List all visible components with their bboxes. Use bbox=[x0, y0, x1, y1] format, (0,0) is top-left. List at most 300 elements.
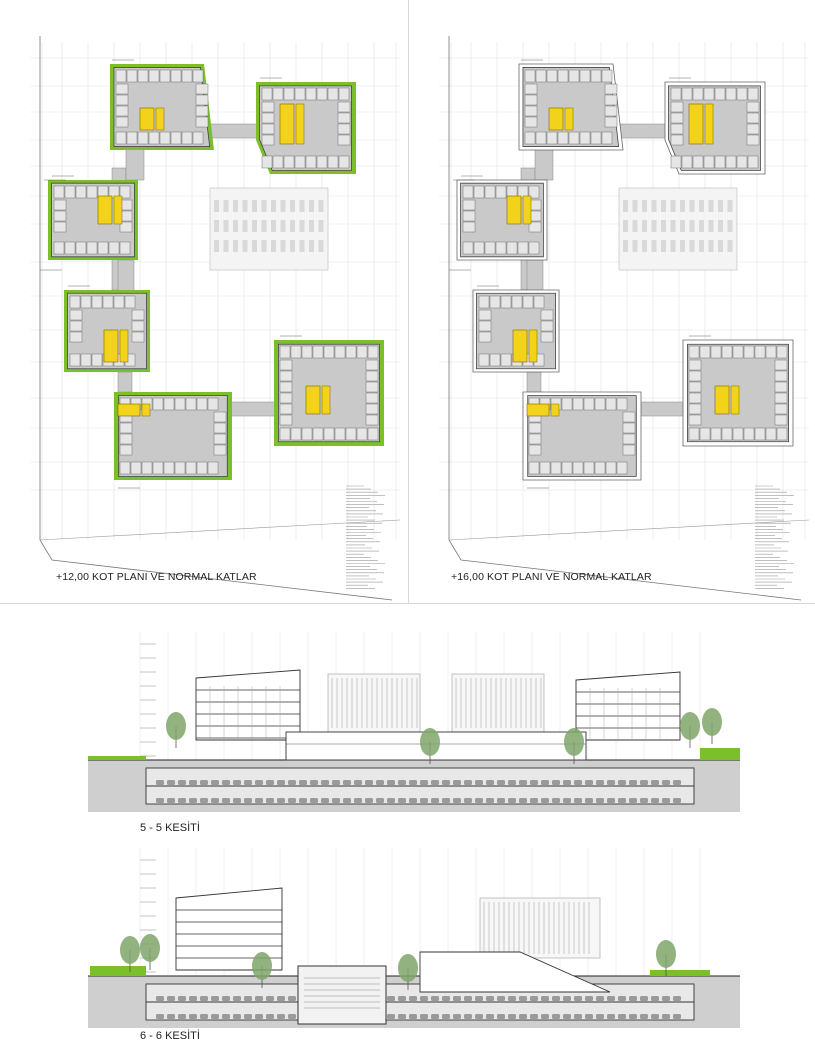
room bbox=[317, 156, 327, 168]
room bbox=[529, 423, 541, 433]
room bbox=[479, 321, 491, 331]
courtyard-pattern bbox=[619, 188, 737, 270]
parking-car bbox=[640, 1014, 648, 1019]
parking-car bbox=[475, 996, 483, 1001]
courtyard-cell bbox=[680, 240, 685, 252]
parking-car bbox=[519, 798, 527, 803]
room bbox=[547, 132, 557, 144]
parking-car bbox=[409, 1014, 417, 1019]
room bbox=[54, 211, 66, 221]
courtyard-cell bbox=[233, 240, 238, 252]
parking-car bbox=[431, 1014, 439, 1019]
room bbox=[479, 296, 489, 308]
corridor bbox=[527, 372, 541, 392]
parking-car bbox=[508, 1014, 516, 1019]
parking-car bbox=[508, 780, 516, 785]
courtyard-cell bbox=[671, 240, 676, 252]
parking-car bbox=[640, 780, 648, 785]
room bbox=[529, 462, 539, 474]
room bbox=[463, 242, 473, 254]
parking-car bbox=[552, 798, 560, 803]
courtyard-pattern bbox=[210, 188, 328, 270]
parking-car bbox=[442, 780, 450, 785]
parking-car bbox=[519, 996, 527, 1001]
room bbox=[562, 462, 572, 474]
room bbox=[747, 113, 759, 123]
room bbox=[346, 428, 356, 440]
room bbox=[328, 88, 338, 100]
courtyard-cell bbox=[243, 240, 248, 252]
courtyard-cell bbox=[718, 240, 723, 252]
parking-car bbox=[398, 1014, 406, 1019]
room bbox=[182, 70, 192, 82]
room bbox=[606, 398, 616, 410]
room bbox=[584, 462, 594, 474]
room bbox=[777, 346, 787, 358]
parking-car bbox=[486, 996, 494, 1001]
parking-car bbox=[464, 1014, 472, 1019]
parking-car bbox=[343, 798, 351, 803]
building-block bbox=[683, 340, 793, 446]
courtyard-cell bbox=[690, 220, 695, 232]
stair-core bbox=[140, 108, 154, 130]
room bbox=[280, 346, 290, 358]
room bbox=[584, 398, 594, 410]
room bbox=[54, 242, 64, 254]
room bbox=[273, 156, 283, 168]
parking-car bbox=[288, 996, 296, 1001]
parking-car bbox=[167, 798, 175, 803]
parking-car bbox=[519, 780, 527, 785]
room bbox=[671, 124, 683, 134]
parking-car bbox=[585, 996, 593, 1001]
courtyard-cell bbox=[728, 220, 733, 232]
room bbox=[132, 310, 144, 320]
room bbox=[605, 117, 617, 127]
stair-core bbox=[689, 104, 703, 144]
room bbox=[138, 132, 148, 144]
stair-core bbox=[98, 196, 112, 224]
room bbox=[573, 462, 583, 474]
room bbox=[496, 186, 506, 198]
parking-car bbox=[409, 996, 417, 1001]
parking-car bbox=[475, 1014, 483, 1019]
parking-car bbox=[552, 780, 560, 785]
parking-car bbox=[211, 996, 219, 1001]
room bbox=[338, 135, 350, 145]
room bbox=[120, 462, 130, 474]
courtyard-cell bbox=[233, 200, 238, 212]
room bbox=[715, 156, 725, 168]
parking-car bbox=[530, 780, 538, 785]
parking-car bbox=[508, 798, 516, 803]
parking-car bbox=[244, 1014, 252, 1019]
room bbox=[193, 70, 203, 82]
room bbox=[214, 412, 226, 422]
parking-car bbox=[189, 780, 197, 785]
parking-car bbox=[651, 798, 659, 803]
room bbox=[284, 156, 294, 168]
corridor bbox=[118, 372, 132, 392]
courtyard-cell bbox=[309, 200, 314, 212]
room bbox=[120, 445, 132, 455]
elevator-core bbox=[551, 404, 559, 416]
courtyard-cell bbox=[699, 220, 704, 232]
parking-car bbox=[409, 798, 417, 803]
parking-car bbox=[211, 780, 219, 785]
parking-car bbox=[156, 780, 164, 785]
room bbox=[536, 70, 546, 82]
room bbox=[262, 113, 274, 123]
room bbox=[76, 242, 86, 254]
room bbox=[153, 462, 163, 474]
room bbox=[142, 462, 152, 474]
parking-car bbox=[563, 996, 571, 1001]
screened-tower bbox=[480, 898, 600, 958]
room bbox=[463, 200, 475, 210]
landscape-strip bbox=[700, 748, 740, 760]
room bbox=[328, 156, 338, 168]
room bbox=[726, 88, 736, 100]
courtyard-cell bbox=[252, 240, 257, 252]
parking-car bbox=[420, 996, 428, 1001]
room bbox=[171, 132, 181, 144]
parking-car bbox=[420, 780, 428, 785]
room bbox=[138, 70, 148, 82]
stair-core bbox=[306, 386, 320, 414]
courtyard-cell bbox=[243, 200, 248, 212]
room bbox=[280, 371, 292, 381]
room bbox=[164, 462, 174, 474]
room bbox=[605, 106, 617, 116]
parking-car bbox=[530, 1014, 538, 1019]
floor-plan-16-drawing bbox=[409, 0, 815, 603]
room bbox=[755, 346, 765, 358]
room bbox=[366, 404, 378, 414]
sections-sheet bbox=[0, 604, 815, 1050]
parking-car bbox=[486, 1014, 494, 1019]
room bbox=[175, 462, 185, 474]
room bbox=[541, 332, 553, 342]
parking-car bbox=[607, 780, 615, 785]
room bbox=[700, 346, 710, 358]
room bbox=[693, 88, 703, 100]
courtyard-cell bbox=[718, 200, 723, 212]
courtyard-cell bbox=[300, 240, 305, 252]
room bbox=[357, 428, 367, 440]
room bbox=[273, 88, 283, 100]
corridor bbox=[118, 260, 134, 292]
room bbox=[580, 70, 590, 82]
room bbox=[689, 415, 701, 425]
parking-car bbox=[596, 798, 604, 803]
courtyard-cell bbox=[309, 220, 314, 232]
room bbox=[748, 156, 758, 168]
parking-car bbox=[541, 780, 549, 785]
room bbox=[339, 88, 349, 100]
parking-car bbox=[541, 1014, 549, 1019]
room bbox=[70, 296, 80, 308]
room bbox=[485, 186, 495, 198]
room bbox=[525, 70, 535, 82]
parking-car bbox=[497, 780, 505, 785]
room bbox=[87, 186, 97, 198]
tree-canopy bbox=[702, 708, 722, 736]
parking-car bbox=[332, 780, 340, 785]
room bbox=[558, 70, 568, 82]
parking-car bbox=[552, 996, 560, 1001]
stair-core bbox=[513, 330, 527, 362]
parking-car bbox=[629, 780, 637, 785]
room bbox=[302, 346, 312, 358]
courtyard-cell bbox=[699, 240, 704, 252]
parking-car bbox=[431, 780, 439, 785]
parking-car bbox=[563, 780, 571, 785]
parking-car bbox=[178, 996, 186, 1001]
courtyard-cell bbox=[319, 220, 324, 232]
parking-car bbox=[376, 798, 384, 803]
parking-car bbox=[233, 996, 241, 1001]
room bbox=[116, 84, 128, 94]
room bbox=[132, 321, 144, 331]
room bbox=[617, 398, 627, 410]
parking-car bbox=[189, 798, 197, 803]
courtyard-cell bbox=[290, 220, 295, 232]
room bbox=[196, 84, 208, 94]
room bbox=[602, 70, 612, 82]
floor-plan-12-title: +12,00 KOT PLANI VE NORMAL KATLAR bbox=[56, 571, 257, 583]
room bbox=[98, 242, 108, 254]
parking-car bbox=[376, 780, 384, 785]
room bbox=[689, 382, 701, 392]
parking-car bbox=[156, 1014, 164, 1019]
parking-car bbox=[167, 996, 175, 1001]
courtyard-cell bbox=[290, 240, 295, 252]
room bbox=[733, 346, 743, 358]
courtyard-cell bbox=[262, 240, 267, 252]
room bbox=[160, 132, 170, 144]
parking-car bbox=[266, 996, 274, 1001]
parking-car bbox=[222, 780, 230, 785]
room bbox=[262, 88, 272, 100]
parking-car bbox=[189, 1014, 197, 1019]
room bbox=[70, 332, 82, 342]
parking-car bbox=[464, 798, 472, 803]
room bbox=[671, 102, 683, 112]
room bbox=[306, 88, 316, 100]
room bbox=[116, 70, 126, 82]
building-block bbox=[48, 180, 138, 260]
landscape-strip bbox=[650, 970, 710, 976]
parking-car bbox=[574, 780, 582, 785]
building-block bbox=[64, 290, 150, 372]
room bbox=[116, 132, 126, 144]
room bbox=[76, 186, 86, 198]
courtyard-cell bbox=[728, 200, 733, 212]
elevator-core bbox=[731, 386, 739, 414]
room bbox=[722, 428, 732, 440]
building-block bbox=[519, 64, 623, 150]
room bbox=[605, 84, 617, 94]
parking-car bbox=[387, 798, 395, 803]
tree-canopy bbox=[420, 728, 440, 756]
parking-car bbox=[563, 798, 571, 803]
room bbox=[127, 132, 137, 144]
parking-car bbox=[530, 996, 538, 1001]
parking-car bbox=[387, 1014, 395, 1019]
room bbox=[507, 242, 517, 254]
room bbox=[512, 296, 522, 308]
parking-car bbox=[387, 996, 395, 1001]
parking-car bbox=[497, 798, 505, 803]
tree-canopy bbox=[120, 936, 140, 964]
room bbox=[208, 462, 218, 474]
room bbox=[214, 434, 226, 444]
room bbox=[682, 88, 692, 100]
room bbox=[536, 132, 546, 144]
room bbox=[689, 360, 701, 370]
parking-car bbox=[277, 1014, 285, 1019]
parking-car bbox=[365, 780, 373, 785]
floor-plan-16 bbox=[409, 0, 815, 604]
room bbox=[186, 398, 196, 410]
parking-car bbox=[343, 780, 351, 785]
room bbox=[463, 222, 475, 232]
courtyard-cell bbox=[281, 240, 286, 252]
parking-car bbox=[255, 1014, 263, 1019]
parking-car bbox=[596, 780, 604, 785]
stair-core bbox=[118, 404, 140, 416]
parking-car bbox=[255, 798, 263, 803]
room bbox=[744, 346, 754, 358]
courtyard-cell bbox=[623, 220, 628, 232]
courtyard-cell bbox=[661, 240, 666, 252]
room bbox=[689, 404, 701, 414]
courtyard-cell bbox=[262, 200, 267, 212]
courtyard-cell bbox=[633, 200, 638, 212]
courtyard-cell bbox=[281, 200, 286, 212]
parking-car bbox=[618, 996, 626, 1001]
room bbox=[295, 156, 305, 168]
room bbox=[291, 428, 301, 440]
stair-core bbox=[715, 386, 729, 414]
room bbox=[262, 135, 274, 145]
parking-car bbox=[673, 798, 681, 803]
room bbox=[737, 88, 747, 100]
room bbox=[711, 428, 721, 440]
plan-legend bbox=[755, 486, 794, 588]
courtyard-cell bbox=[642, 200, 647, 212]
room bbox=[127, 70, 137, 82]
building-block bbox=[473, 290, 559, 372]
elevator-core bbox=[296, 104, 304, 144]
room bbox=[775, 360, 787, 370]
parking-car bbox=[673, 1014, 681, 1019]
room bbox=[580, 132, 590, 144]
courtyard-cell bbox=[623, 200, 628, 212]
parking-car bbox=[211, 798, 219, 803]
parking-car bbox=[651, 996, 659, 1001]
room bbox=[120, 434, 132, 444]
stair-core bbox=[549, 108, 563, 130]
landscape-strip bbox=[90, 966, 146, 976]
parking-car bbox=[266, 1014, 274, 1019]
courtyard-cell bbox=[661, 220, 666, 232]
room bbox=[182, 132, 192, 144]
room bbox=[131, 462, 141, 474]
office-block bbox=[196, 670, 300, 740]
courtyard-cell bbox=[309, 240, 314, 252]
room bbox=[775, 382, 787, 392]
courtyard-cell bbox=[214, 200, 219, 212]
parking-car bbox=[607, 798, 615, 803]
courtyard-cell bbox=[709, 200, 714, 212]
courtyard-cell bbox=[680, 220, 685, 232]
courtyard-cell bbox=[300, 220, 305, 232]
room bbox=[775, 393, 787, 403]
room bbox=[617, 462, 627, 474]
parking-car bbox=[607, 996, 615, 1001]
section-5-5-drawing bbox=[88, 632, 740, 812]
room bbox=[525, 95, 537, 105]
room bbox=[479, 310, 491, 320]
parking-car bbox=[299, 798, 307, 803]
building-block bbox=[665, 82, 765, 174]
room bbox=[541, 321, 553, 331]
room bbox=[54, 222, 66, 232]
sections-drawing bbox=[0, 604, 815, 1050]
room bbox=[262, 156, 272, 168]
room bbox=[671, 88, 681, 100]
parking-car bbox=[266, 780, 274, 785]
courtyard-cell bbox=[252, 200, 257, 212]
room bbox=[280, 415, 292, 425]
room bbox=[196, 117, 208, 127]
parking-car bbox=[288, 798, 296, 803]
parking-car bbox=[244, 798, 252, 803]
room bbox=[722, 346, 732, 358]
section-6-6-title: 6 - 6 KESİTİ bbox=[140, 1030, 200, 1042]
room bbox=[523, 296, 533, 308]
room bbox=[65, 186, 75, 198]
floor-plan-16-title: +16,00 KOT PLANI VE NORMAL KATLAR bbox=[451, 571, 652, 583]
parking-car bbox=[541, 996, 549, 1001]
room bbox=[775, 415, 787, 425]
courtyard-cell bbox=[718, 220, 723, 232]
courtyard-cell bbox=[623, 240, 628, 252]
courtyard-cell bbox=[224, 240, 229, 252]
room bbox=[153, 398, 163, 410]
elevator-core bbox=[322, 386, 330, 414]
room bbox=[525, 84, 537, 94]
tree-canopy bbox=[140, 934, 160, 962]
room bbox=[558, 132, 568, 144]
room bbox=[726, 156, 736, 168]
parking-car bbox=[288, 780, 296, 785]
room bbox=[479, 332, 491, 342]
room bbox=[280, 393, 292, 403]
room bbox=[338, 124, 350, 134]
parking-car bbox=[673, 780, 681, 785]
parking-car bbox=[629, 996, 637, 1001]
room bbox=[623, 434, 635, 444]
parking-car bbox=[442, 1014, 450, 1019]
parking-car bbox=[255, 780, 263, 785]
office-block bbox=[576, 672, 680, 740]
room bbox=[160, 70, 170, 82]
parking-car bbox=[387, 780, 395, 785]
room bbox=[605, 95, 617, 105]
